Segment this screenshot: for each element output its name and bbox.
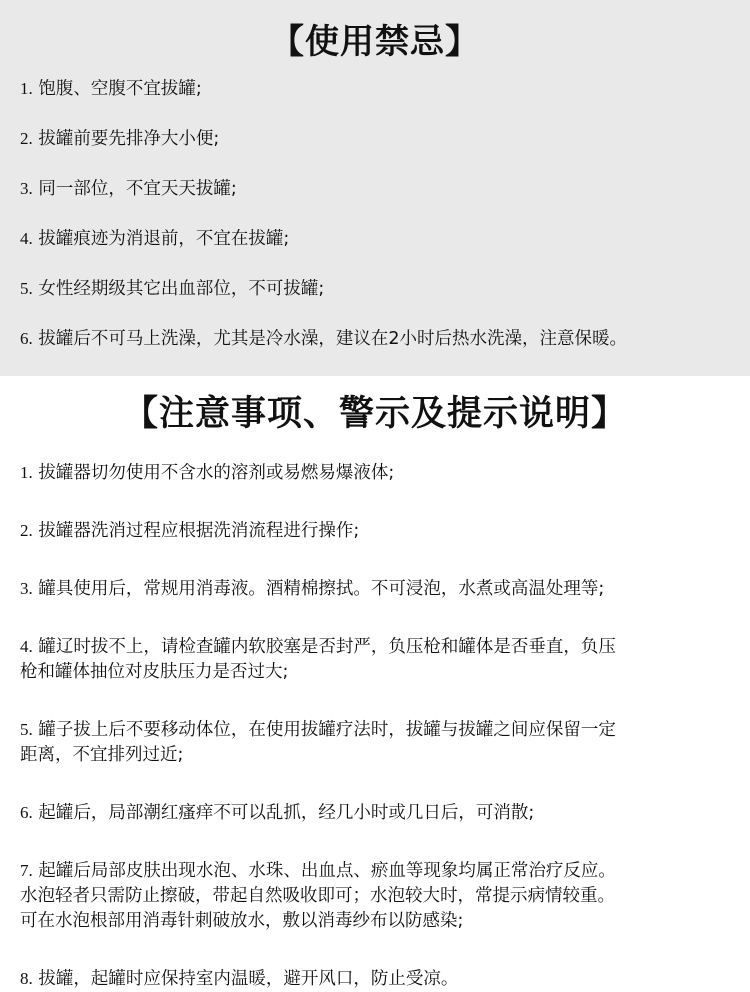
item-text: 拔罐器洗消过程应根据洗消流程进行操作; — [38, 521, 360, 541]
item-number: 1. — [20, 463, 33, 482]
item-text: 罐具使用后，常规用消毒液。酒精棉擦拭。不可浸泡，水煮或高温处理等; — [38, 579, 605, 599]
list-item — [20, 518, 750, 544]
item-number: 3. — [20, 579, 33, 598]
list-item — [20, 226, 750, 251]
precautions-list — [0, 460, 750, 992]
contraindications-list — [0, 76, 750, 351]
item-number: 4. — [20, 229, 33, 248]
list-item — [20, 76, 750, 101]
item-number: 3. — [20, 179, 33, 198]
item-text: 拔罐器切勿使用不含水的溶剂或易燃易爆液体; — [38, 463, 395, 483]
item-number: 2. — [20, 129, 33, 148]
item-number: 6. — [20, 329, 33, 348]
item-number: 7. — [20, 861, 33, 880]
list-item — [20, 276, 750, 301]
list-item — [20, 576, 750, 602]
item-text: 拔罐，起罐时应保持室内温暖，避开风口，防止受凉。 — [38, 969, 459, 989]
list-item — [20, 634, 732, 685]
list-item — [20, 460, 750, 486]
list-item — [20, 176, 750, 201]
item-number: 6. — [20, 803, 33, 822]
item-text: 起罐后局部皮肤出现水泡、水珠、出血点、瘀血等现象均属正常治疗反应。 — [38, 861, 616, 881]
item-text: 同一部位，不宜天天拔罐; — [38, 179, 237, 199]
item-text: 拔罐后不可马上洗澡，尤其是冷水澡，建议在2小时后热水洗澡，注意保暖。 — [38, 329, 627, 349]
item-text: 饱腹、空腹不宜拔罐; — [38, 79, 202, 99]
list-item — [20, 858, 732, 934]
item-number: 1. — [20, 79, 33, 98]
list-item — [20, 717, 732, 768]
item-text: 罐辽时拔不上，请检查罐内软胶塞是否封严，负压枪和罐体是否垂直，负压 — [38, 637, 616, 657]
item-number: 8. — [20, 969, 33, 988]
contraindications-section — [0, 0, 750, 376]
item-text-continued: 枪和罐体抽位对皮肤压力是否过大; — [20, 662, 289, 682]
list-item — [20, 126, 750, 151]
list-item — [20, 966, 750, 992]
item-text-continued: 可在水泡根部用消毒针刺破放水，敷以消毒纱布以防感染; — [20, 911, 464, 931]
item-number: 2. — [20, 521, 33, 540]
precautions-section — [0, 376, 750, 989]
item-text: 起罐后，局部潮红瘙痒不可以乱抓，经几小时或几日后，可消散; — [38, 803, 535, 823]
item-text: 拔罐前要先排净大小便; — [38, 129, 220, 149]
contraindications-title: 【使用禁忌】 — [270, 22, 480, 62]
list-item — [20, 326, 750, 351]
item-number: 5. — [20, 279, 33, 298]
precautions-title: 【注意事项、警示及提示说明】 — [122, 394, 627, 434]
item-text-continued: 距离，不宜排列过近; — [20, 745, 184, 765]
item-text: 拔罐痕迹为消退前，不宜在拔罐; — [38, 229, 290, 249]
item-number: 4. — [20, 637, 33, 656]
item-number: 5. — [20, 720, 33, 739]
item-text: 罐子拔上后不要移动体位，在使用拔罐疗法时，拔罐与拔罐之间应保留一定 — [38, 720, 616, 740]
item-text-continued: 水泡轻者只需防止擦破，带起自然吸收即可；水泡较大时，常提示病情较重。 — [20, 886, 615, 906]
list-item — [20, 800, 750, 826]
item-text: 女性经期级其它出血部位，不可拔罐; — [38, 279, 325, 299]
